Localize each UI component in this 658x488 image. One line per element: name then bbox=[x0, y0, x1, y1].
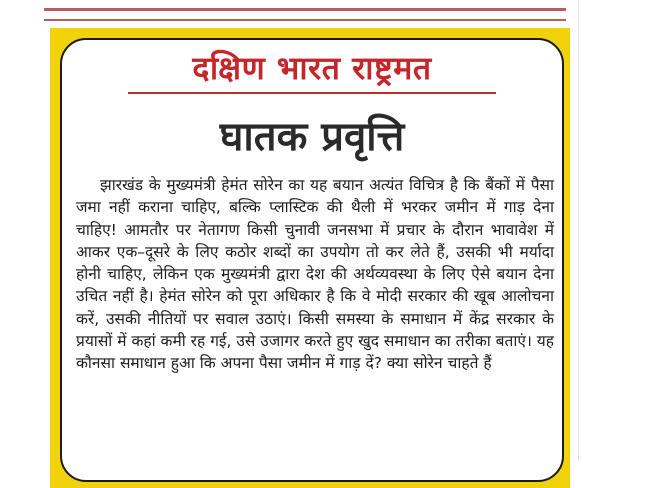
article-headline: घातक प्रवृत्ति bbox=[219, 114, 405, 160]
masthead-divider bbox=[128, 92, 496, 94]
masthead-title: दक्षिण भारत राष्ट्रमत bbox=[192, 49, 432, 87]
top-rule-secondary bbox=[44, 19, 566, 21]
article-body: झारखंड के मुख्यमंत्री हेमंत सोरेन का यह बयान अत्यंत विचित्र है कि बैंकों में पैसा जमा नहीं कराना चाहिए, बल्कि प्लास्टिक की थैली में भरकर जमीन में गाड़ देना चाहिए! आमतौर पर नेतागण किसी चुनावी जनसभा में प्रचार के दौरान भावावेश में आकर एक–दूसरे के लिए कठोर शब्दों का उपयोग तो कर लेते हैं, उसकी भी मर्यादा होनी चाहिए, लेकिन एक मुख्यमंत्री द्वारा देश की अर्थव्यवस्था के लिए ऐसे बयान देना उचित नहीं है। हेमंत सोरेन को पूरा अधिकार है कि वे मोदी सरकार की खूब आलोचना करें, उसकी नीतियों पर सवाल उठाएं। किसी समस्या के समाधान में केंद्र सरकार के प्रयासों में कहां कमी रह गई, उसे उजागर करते हुए खुद समाधान का तरीका बताएं। यह कौनसा समाधान हुआ कि अपना पैसा जमीन में गाड़ दें? क्या सोरेन चाहते हैं bbox=[76, 176, 554, 373]
page-edge-line bbox=[578, 0, 579, 461]
top-rule bbox=[44, 8, 566, 11]
